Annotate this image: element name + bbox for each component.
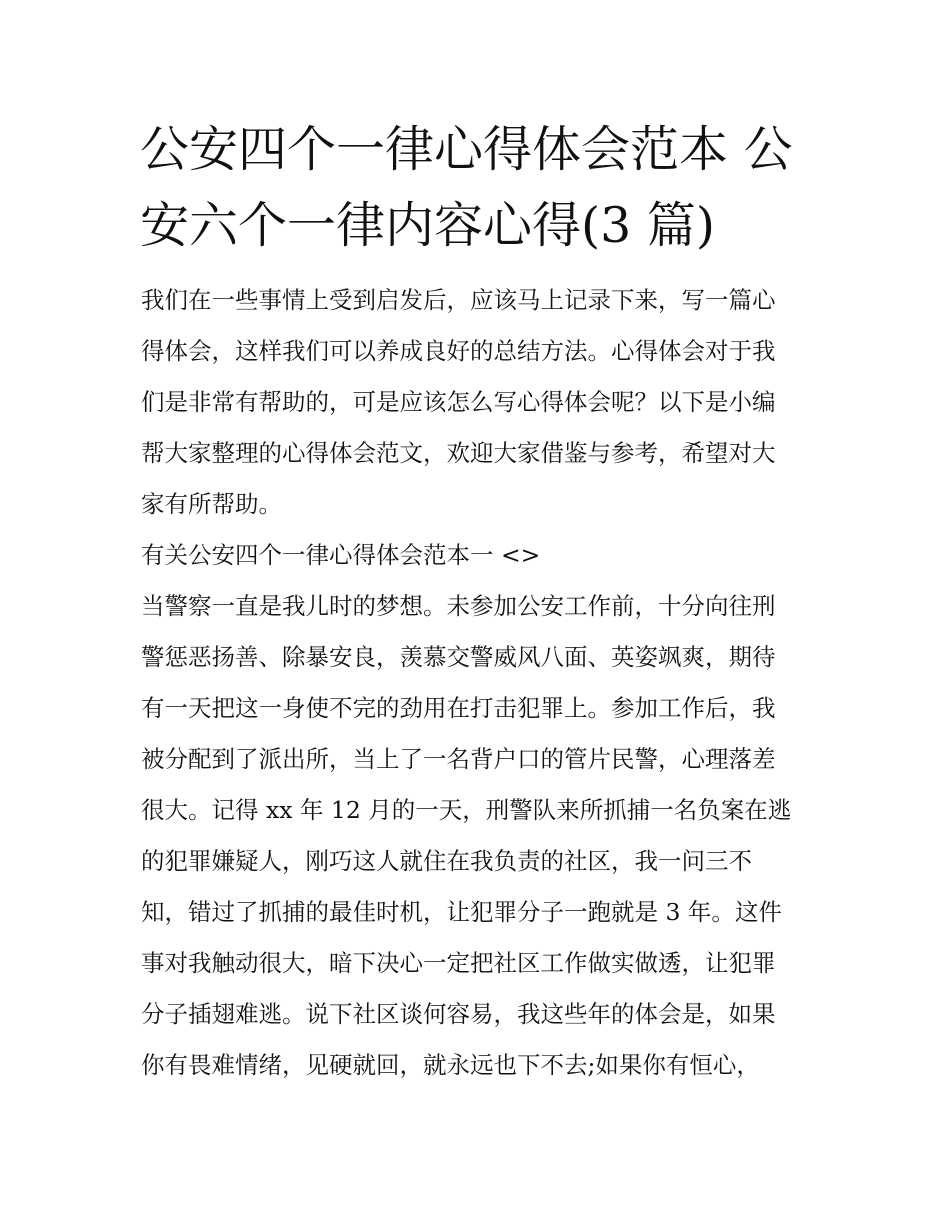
text-line: 事对我触动很大，暗下决心一定把社区工作做实做透，让犯罪 xyxy=(141,949,776,977)
text-line: 帮大家整理的心得体会范文，欢迎大家借鉴与参考，希望对大 xyxy=(141,439,776,467)
title-line: 公安四个一律心得体会范本 公 xyxy=(140,121,793,178)
text-line: 很大。记得 xx 年 12 月的一天，刑警队来所抓捕一名负案在逃 xyxy=(141,796,792,824)
text-line: 分子插翅难逃。说下社区谈何容易，我这些年的体会是，如果 xyxy=(141,1000,776,1028)
text-line: 被分配到了派出所，当上了一名背户口的管片民警，心理落差 xyxy=(141,745,776,773)
text-line: 有一天把这一身使不完的劲用在打击犯罪上。参加工作后，我 xyxy=(141,694,776,722)
text-line: 得体会，这样我们可以养成良好的总结方法。心得体会对于我 xyxy=(141,337,776,365)
text-line: 的犯罪嫌疑人，刚巧这人就住在我负责的社区，我一问三不 xyxy=(141,847,752,875)
text-line: 当警察一直是我儿时的梦想。未参加公安工作前，十分向往刑 xyxy=(141,592,776,620)
document-title xyxy=(140,112,820,264)
text-line: 家有所帮助。 xyxy=(141,490,282,518)
title-line: 安六个一律内容心得(3 篇) xyxy=(140,197,715,254)
text-line: 我们在一些事情上受到启发后，应该马上记录下来，写一篇心 xyxy=(141,286,776,314)
section-heading: 有关公安四个一律心得体会范本一 <> xyxy=(141,541,541,569)
intro-paragraph xyxy=(141,275,821,530)
text-line: 们是非常有帮助的，可是应该怎么写心得体会呢？以下是小编 xyxy=(141,388,776,416)
text-line: 你有畏难情绪，见硬就回，就永远也下不去;如果你有恒心， xyxy=(141,1051,760,1079)
text-line: 警惩恶扬善、除暴安良，羡慕交警威风八面、英姿飒爽，期待 xyxy=(141,643,776,671)
body-paragraph xyxy=(141,581,821,1091)
text-line: 知，错过了抓捕的最佳时机，让犯罪分子一跑就是 3 年。这件 xyxy=(141,898,782,926)
